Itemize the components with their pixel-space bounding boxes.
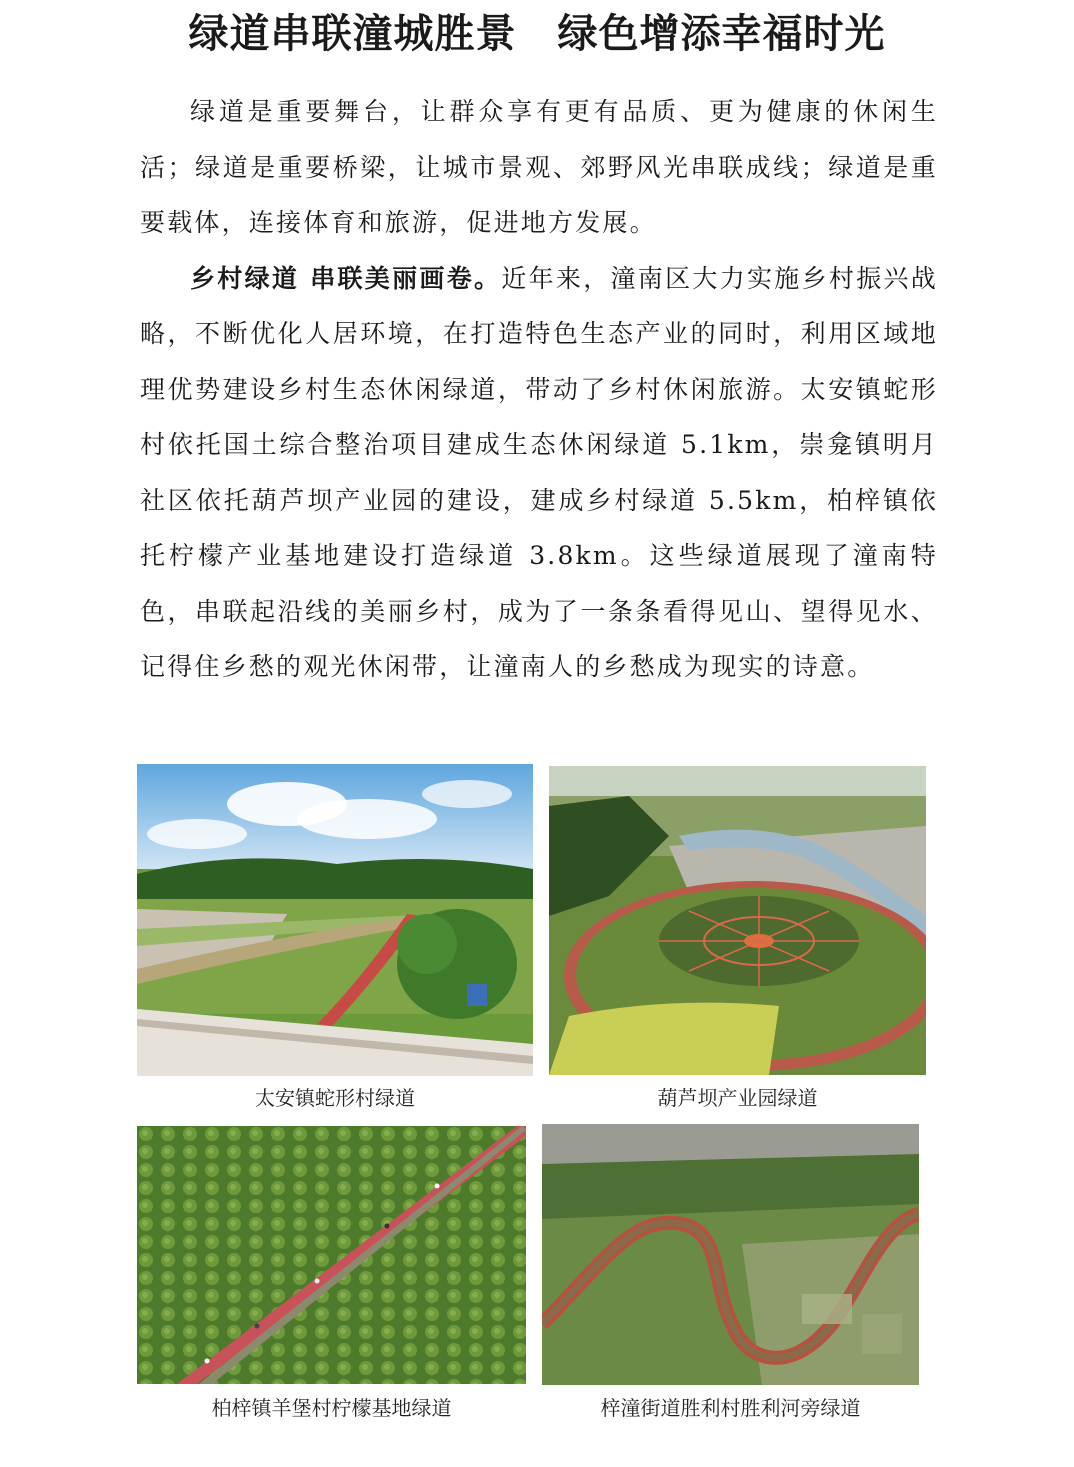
article-title: 绿道串联潼城胜景 绿色增添幸福时光 [188, 10, 886, 57]
photo-huluba-caption: 葫芦坝产业园绿道 [657, 1086, 818, 1110]
photo-huluba-greenway [549, 766, 926, 1075]
photo-taian-image [137, 764, 533, 1076]
section1-lead: 乡村绿道 串联美丽画卷。 [190, 263, 502, 293]
article-body [140, 84, 938, 695]
section1-body: 近年来，潼南区大力实施乡村振兴战略，不断优化人居环境，在打造特色生态产业的同时，利用区域地理优势建设乡村生态休闲绿道，带动了乡村休闲旅游。太安镇蛇形村依托国土综合整治项目建成生态休闲绿道 5.1km，崇龛镇明月社区依托葫芦坝产业园的建设，建成乡村绿道 5.5km，柏梓镇依托柠檬产业基地建设打造绿道 3.8km。这些绿道展现了潼南特色，串联起沿线的美丽乡村，成为了一条条看得见山、望得见水、记得住乡愁的观光休闲带，让潼南人的乡愁成为现实的诗意。 [140, 263, 939, 681]
section1-paragraph [140, 251, 938, 695]
photo-baizi-caption: 柏梓镇羊堡村柠檬基地绿道 [211, 1396, 452, 1420]
photo-huluba-image [549, 766, 926, 1075]
photo-taian-caption: 太安镇蛇形村绿道 [255, 1086, 415, 1110]
photo-shengli-caption: 梓潼街道胜利村胜利河旁绿道 [600, 1396, 861, 1420]
photo-taian-greenway [137, 764, 533, 1076]
photo-shengli-greenway [542, 1124, 919, 1385]
photo-shengli-image [542, 1124, 919, 1385]
photo-baizi-image [137, 1126, 526, 1384]
photo-baizi-greenway [137, 1126, 526, 1384]
intro-paragraph: 绿道是重要舞台，让群众享有更有品质、更为健康的休闲生活；绿道是重要桥梁，让城市景观、郊野风光串联成线；绿道是重要载体，连接体育和旅游，促进地方发展。 [140, 97, 938, 237]
